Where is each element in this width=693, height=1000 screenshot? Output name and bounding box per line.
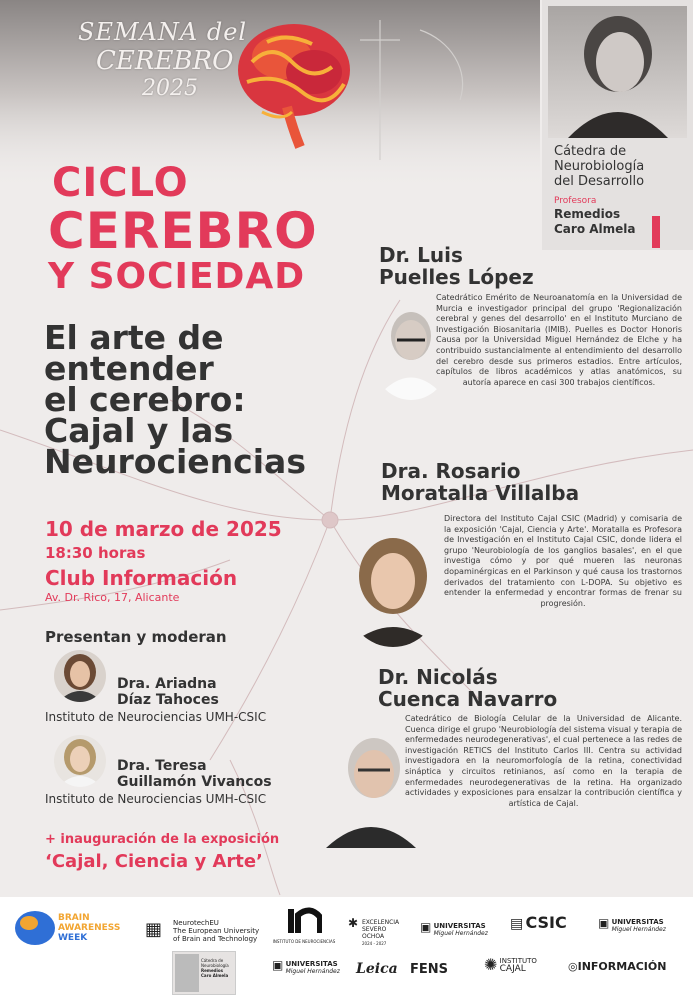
umh-icon: ▣ [420,920,432,934]
umh-3-line-1: UNIVERSITAS [285,960,338,968]
csic-logo [510,913,567,932]
catedra-small-line-4: Caro Almela [201,973,229,978]
talk-title-line-1: El arte de [44,318,224,357]
fens-label: FENS [410,962,449,977]
umh-1-line-1: UNIVERSITAS [433,922,486,930]
cajal-line-1: INSTITUTO [499,957,537,965]
catedra-photo [548,6,687,138]
umh-2-line-2: Miguel Hernández [611,926,666,933]
umh-3-line-2: Miguel Hernández [285,968,340,975]
logo-line-2: CEREBRO [96,46,234,76]
umh-logo-2 [598,916,666,933]
speaker-3-bio: Catedrático de Biología Celular de la Universidad de Alicante. Cuenca dirige el grupo 'Neurobiología del sistema visual y terapia de enfermedades neurodegenerativas', el cual pertenece a las redes de investigación RETICS del Instituto Carlos III. Centra su actividad investigadora en la neuromorfología de la retina, conectividad sináptica y circuitos retinianos, así como en la terapia de enfermedades neurodegenerativas de la retina. Ha organizado actividades y exposiciones para ensalzar la contribución científica y artística de Cajal. [405,714,682,808]
speaker-2-name-2: Moratalla Villalba [381,481,580,505]
speaker-2-bio: Directora del Instituto Cajal CSIC (Madrid) y comisaria de la exposición 'Cajal, Ciencia y Arte'. Moratalla es Profesora de Investigación en el Instituto Cajal CSIC, donde lidera el grupo 'Neurobiología de los ganglios basales', en el que investiga cómo y por qué mueren las neuronas dopaminérgicas en el Parkinson y qué causa los trastornos derivados del tratamiento con L-DOPA. Su objetivo es entender la enfermedad y encontrar formas de frenar su progresión. [444,514,682,608]
neurotech-icon: ▦ [145,919,163,940]
cycle-line-2: CEREBRO [48,202,318,260]
instituto-neurociencias-logo [272,905,336,944]
instituto-cajal-logo [484,957,537,973]
neurotech-line-3: of Brain and Technology [173,935,258,943]
event-info [45,517,282,604]
in-icon [286,905,322,937]
speaker-1-name [379,244,534,288]
severo-icon: ✱ [348,916,359,930]
speaker-3-name [378,666,557,710]
moderator-2 [45,758,272,806]
semana-cerebro-logo [78,18,248,101]
event-time: 18:30 horas [45,544,146,562]
exhibition-line-1: + inauguración de la exposición [45,832,280,847]
in-label: INSTITUTO DE NEUROCIENCIAS [272,939,336,944]
catedra-small-photo [175,954,199,992]
speaker-1-name-1: Dr. Luis [379,243,463,267]
leica-label: Leica [356,961,398,977]
moderator-1-name-2: Díaz Tahoces [117,692,219,708]
talk-title-line-2: entender [44,349,214,388]
umh-1-line-2: Miguel Hernández [433,930,488,937]
event-date: 10 de marzo de 2025 [45,517,282,541]
brain-line-3: WEEK [58,933,88,943]
speaker-3-name-2: Cuenca Navarro [378,687,558,711]
umh-icon: ▣ [598,916,610,930]
portrait-icon [548,6,687,138]
severo-line-4: 2024 - 2027 [362,941,387,946]
event-venue: Club Información [45,566,238,590]
speaker-2-name [381,460,579,504]
exhibition [45,832,279,872]
neurotech-line-1: NeurotechEU [173,919,219,927]
moderators-heading: Presentan y moderan [45,628,227,646]
fens-logo [410,963,448,977]
moderator-1-org: Instituto de Neurociencias UMH-CSIC [45,710,267,724]
portrait-icon [348,521,438,647]
informacion-logo [568,961,666,973]
catedra-role: Profesora [554,196,597,206]
severo-line-1: EXCELENCIA [362,919,400,926]
speaker-3-name-1: Dr. Nicolás [378,665,498,689]
talk-title [44,318,306,481]
informacion-label: INFORMACIÓN [577,960,667,973]
speaker-3-photo [326,720,416,848]
catedra-box [542,0,693,250]
portrait-icon [326,720,416,848]
cycle-title [48,160,318,297]
speaker-2-photo [348,521,438,647]
speaker-1-name-2: Puelles López [379,265,534,289]
neurotech-line-2: The European University [173,927,260,935]
brain-line-1: BRAIN [58,913,90,923]
moderator-2-name-2: Guillamón Vivancos [117,774,272,790]
csic-icon: ▤ [510,916,524,932]
catedra-small-line-3: Remedios [201,968,224,973]
catedra-line-3: del Desarrollo [554,174,645,189]
moderator-1 [45,676,266,724]
event-address: Av. Dr. Rico, 17, Alicante [45,591,180,604]
logo-line-3: 2025 [142,76,198,101]
cycle-line-3: Y SOCIEDAD [48,256,306,297]
severo-ochoa-logo [348,916,400,947]
exhibition-line-2: ‘Cajal, Ciencia y Arte’ [45,851,263,872]
umh-logo-3 [272,958,340,975]
catedra-small-line-2: Neurobiología [201,963,229,968]
talk-title-line-3: el cerebro: [44,380,246,419]
umh-logo-1 [420,920,488,937]
cycle-line-1: CICLO [52,160,189,206]
talk-title-line-5: Neurociencias [44,442,306,481]
catedra-name-2: Caro Almela [554,222,636,236]
moderator-1-name-1: Dra. Ariadna [117,676,217,692]
informacion-icon: ◎ [568,960,578,973]
severo-line-2: SEVERO [362,926,387,933]
speaker-2-name-1: Dra. Rosario [381,459,521,483]
neurotech-logo [145,919,259,943]
severo-line-3: OCHOA [362,933,385,940]
speaker-1-bio: Catedrático Emérito de Neuroanatomía en la Universidad de Murcia e investigador principal del grupo 'Regionalización cerebral y genes del desarrollo' en el Instituto Murciano de Investigación Biosanitaria (IMIB). Puelles es Doctor Honoris Causa por la Universidad Miguel Hernández de Elche y ha contribuido sustancialmente al entendimiento del desarrollo del cerebro desde sus primeros estadios. Entre artículos, capítulos de libros académicos y atlas anatómicos, su autoría aparece en casi 300 trabajos científicos. [436,293,682,387]
moderator-2-org: Instituto de Neurociencias UMH-CSIC [45,792,267,806]
moderator-2-name-1: Dra. Teresa [117,758,207,774]
catedra-line-2: Neurobiología [554,159,645,174]
catedra-small-line-1: Cátedra de [201,958,224,963]
catedra-small-logo [172,951,236,995]
umh-icon: ▣ [272,958,284,972]
catedra-accent-bar [652,216,660,248]
catedra-line-1: Cátedra de [554,144,627,159]
brain-awareness-icon [14,909,56,947]
leica-logo [356,961,398,977]
logo-line-1: SEMANA del [78,18,248,46]
cajal-line-2: CAJAL [499,964,526,974]
umh-2-line-1: UNIVERSITAS [611,918,664,926]
brain-icon [232,12,362,152]
csic-label: CSIC [525,913,567,932]
catedra-name-1: Remedios [554,207,621,221]
brain-line-2: AWARENESS [58,923,121,933]
cajal-icon: ✺ [484,955,498,974]
talk-title-line-4: Cajal y las [44,411,234,450]
sponsors-footer [0,897,693,1000]
